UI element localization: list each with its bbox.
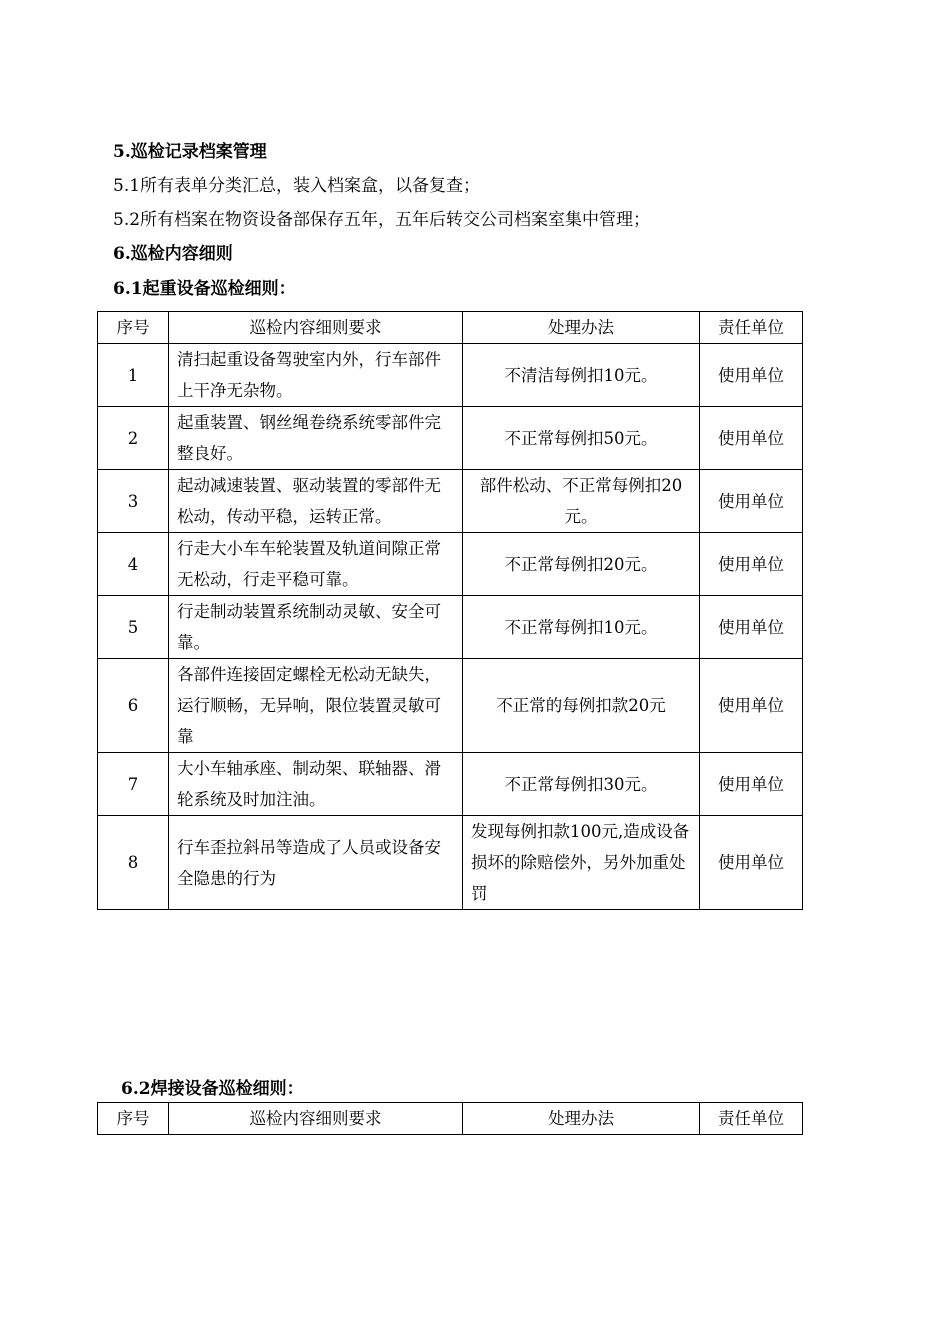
table-row <box>98 470 803 533</box>
header-unit: 责任单位 <box>700 312 803 344</box>
row-no: 8 <box>98 816 169 910</box>
table-row <box>98 407 803 470</box>
row-content: 行走大小车车轮装置及轨道间隙正常无松动，行走平稳可靠。 <box>169 533 463 596</box>
header-unit: 责任单位 <box>700 1103 803 1135</box>
table-header-row <box>98 1103 803 1135</box>
row-unit: 使用单位 <box>700 753 803 816</box>
table-row <box>98 344 803 407</box>
header-content: 巡检内容细则要求 <box>169 312 463 344</box>
row-method: 不正常每例扣30元。 <box>463 753 700 816</box>
row-content: 大小车轴承座、制动架、联轴器、滑轮系统及时加注油。 <box>169 753 463 816</box>
row-unit: 使用单位 <box>700 816 803 910</box>
row-content: 清扫起重设备驾驶室内外，行车部件上干净无杂物。 <box>169 344 463 407</box>
section-6-1-title: 6.1起重设备巡检细则： <box>113 279 296 299</box>
row-unit: 使用单位 <box>700 533 803 596</box>
row-unit: 使用单位 <box>700 344 803 407</box>
row-content: 行车歪拉斜吊等造成了人员或设备安全隐患的行为 <box>169 816 463 910</box>
row-content: 起重装置、钢丝绳卷绕系统零部件完整良好。 <box>169 407 463 470</box>
row-unit: 使用单位 <box>700 470 803 533</box>
row-no: 1 <box>98 344 169 407</box>
row-no: 6 <box>98 659 169 753</box>
table-row <box>98 753 803 816</box>
row-method: 部件松动、不正常每例扣20元。 <box>463 470 700 533</box>
header-content: 巡检内容细则要求 <box>169 1103 463 1135</box>
header-no: 序号 <box>98 1103 169 1135</box>
table-row <box>98 533 803 596</box>
section-5-1: 5.1所有表单分类汇总，装入档案盒，以备复查； <box>113 176 481 196</box>
section-6-title: 6.巡检内容细则 <box>113 244 233 264</box>
row-method: 不正常每例扣50元。 <box>463 407 700 470</box>
row-no: 4 <box>98 533 169 596</box>
row-method: 不正常每例扣10元。 <box>463 596 700 659</box>
welding-equipment-table <box>97 1102 803 1135</box>
section-5-2: 5.2所有档案在物资设备部保存五年，五年后转交公司档案室集中管理； <box>113 210 651 230</box>
row-content: 起动减速装置、驱动装置的零部件无松动，传动平稳，运转正常。 <box>169 470 463 533</box>
table-row <box>98 816 803 910</box>
row-unit: 使用单位 <box>700 596 803 659</box>
row-unit: 使用单位 <box>700 659 803 753</box>
row-method: 不清洁每例扣10元。 <box>463 344 700 407</box>
section-6-2-title: 6.2焊接设备巡检细则： <box>121 1079 304 1099</box>
table-row <box>98 659 803 753</box>
row-no: 3 <box>98 470 169 533</box>
row-content: 行走制动装置系统制动灵敏、安全可靠。 <box>169 596 463 659</box>
row-method: 不正常每例扣20元。 <box>463 533 700 596</box>
header-method: 处理办法 <box>463 1103 700 1135</box>
row-content: 各部件连接固定螺栓无松动无缺失，运行顺畅，无异响，限位装置灵敏可靠 <box>169 659 463 753</box>
row-method: 不正常的每例扣款20元 <box>463 659 700 753</box>
section-5-title: 5.巡检记录档案管理 <box>113 142 267 162</box>
header-method: 处理办法 <box>463 312 700 344</box>
header-no: 序号 <box>98 312 169 344</box>
table-row <box>98 596 803 659</box>
row-unit: 使用单位 <box>700 407 803 470</box>
table-header-row <box>98 312 803 344</box>
row-no: 5 <box>98 596 169 659</box>
row-method: 发现每例扣款100元,造成设备损坏的除赔偿外，另外加重处罚 <box>463 816 700 910</box>
row-no: 2 <box>98 407 169 470</box>
lifting-equipment-table <box>97 311 803 910</box>
row-no: 7 <box>98 753 169 816</box>
